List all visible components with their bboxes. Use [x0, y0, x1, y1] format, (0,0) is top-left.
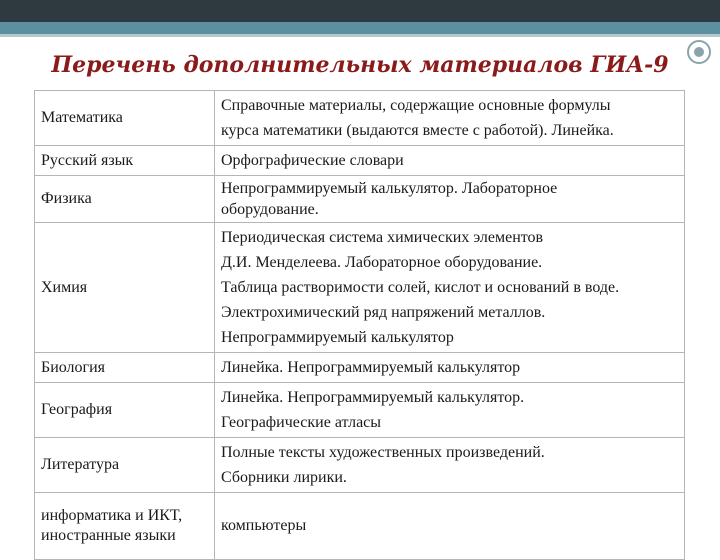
materials-line: Непрограммируемый калькулятор. Лабораторное [221, 180, 558, 197]
materials-table [34, 90, 685, 560]
materials-line: Справочные материалы, содержащие основные формулы [221, 97, 611, 114]
subject-cell: Русский язык [35, 146, 215, 176]
table-row-informatics-languages [35, 493, 685, 560]
subject-cell: Химия [35, 223, 215, 353]
table-row-physics [35, 176, 685, 223]
table-row-geography [35, 383, 685, 438]
table-row-literature [35, 438, 685, 493]
materials-cell [215, 176, 685, 223]
table-row-russian [35, 146, 685, 176]
materials-line: компьютеры [221, 517, 307, 534]
materials-line: Таблица растворимости солей, кислот и оснований в воде. [221, 279, 620, 296]
materials-cell [215, 353, 685, 383]
materials-cell [215, 223, 685, 353]
materials-cell [215, 493, 685, 560]
materials-line: Линейка. Непрограммируемый калькулятор. [221, 389, 525, 406]
subject-line: информатика и ИКТ, [41, 507, 183, 524]
materials-line: Сборники лирики. [221, 469, 347, 486]
slide-header-stripe-light [0, 34, 720, 37]
materials-line: Линейка. Непрограммируемый калькулятор [221, 359, 521, 376]
subject-cell: Математика [35, 91, 215, 146]
table-row-math [35, 91, 685, 146]
materials-line: Орфографические словари [221, 152, 404, 169]
materials-cell [215, 91, 685, 146]
subject-cell: География [35, 383, 215, 438]
materials-cell [215, 383, 685, 438]
materials-line: Периодическая система химических элементов [221, 229, 544, 246]
materials-line: Полные тексты художественных произведений. [221, 444, 545, 461]
materials-cell [215, 146, 685, 176]
materials-line: Д.И. Менделеева. Лабораторное оборудование. [221, 254, 543, 271]
slide-header-stripe [0, 22, 720, 34]
slide-header-bar [0, 0, 720, 22]
materials-line: Географические атласы [221, 414, 382, 431]
subject-cell [35, 493, 215, 560]
subject-line: иностранные языки [41, 527, 176, 544]
subject-cell: Физика [35, 176, 215, 223]
table-row-chemistry [35, 223, 685, 353]
materials-cell [215, 438, 685, 493]
subject-cell: Литература [35, 438, 215, 493]
page-title: Перечень дополнительных материалов ГИА-9 [51, 52, 669, 78]
materials-line: оборудование. [221, 201, 319, 218]
subject-cell: Биология [35, 353, 215, 383]
materials-line: Электрохимический ряд напряжений металлов. [221, 304, 546, 321]
table-row-biology [35, 353, 685, 383]
materials-line: курса математики (выдаются вместе с работой). Линейка. [221, 122, 614, 139]
materials-line: Непрограммируемый калькулятор [221, 329, 454, 346]
